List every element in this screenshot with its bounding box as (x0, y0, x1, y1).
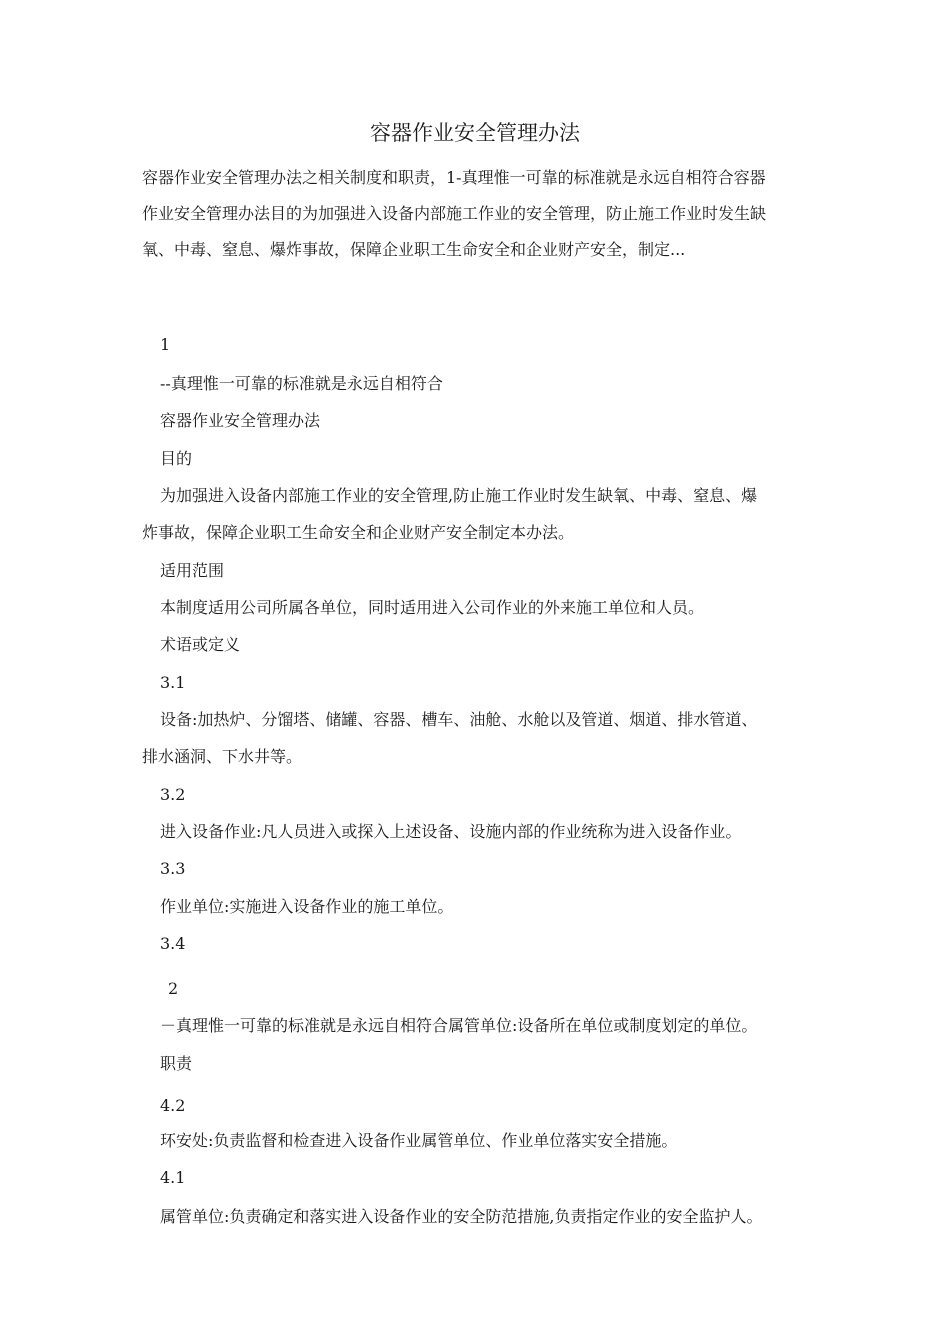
paragraph-line: 作业单位:实施进入设备作业的施工单位。 (160, 897, 454, 916)
page-number: 1 (160, 335, 171, 354)
paragraph-line: 环安处:负责监督和检查进入设备作业属管单位、作业单位落实安全措施。 (160, 1131, 678, 1150)
intro-line: 容器作业安全管理办法之相关制度和职责，1-真理惟一可靠的标准就是永远自相符合容器 (142, 168, 766, 187)
paragraph-line: 炸事故，保障企业职工生命安全和企业财产安全制定本办法。 (142, 523, 575, 542)
clause-number: 3.1 (160, 673, 186, 692)
clause-number: 3.2 (160, 785, 186, 804)
document-title: 容器作业安全管理办法 (370, 121, 580, 145)
clause-number: 3.3 (160, 859, 186, 878)
header-quote: --真理惟一可靠的标准就是永远自相符合 (160, 374, 443, 393)
paragraph-line: 属管单位:负责确定和落实进入设备作业的安全防范措施,负责指定作业的安全监护人。 (160, 1207, 763, 1226)
paragraph-line: 本制度适用公司所属各单位，同时适用进入公司作业的外来施工单位和人员。 (160, 598, 705, 617)
heading-duties: 职责 (160, 1054, 193, 1073)
paragraph-line: 进入设备作业:凡人员进入或探入上述设备、设施内部的作业统称为进入设备作业。 (160, 822, 742, 841)
heading-purpose: 目的 (160, 449, 193, 468)
paragraph-line: －真理惟一可靠的标准就是永远自相符合属管单位:设备所在单位或制度划定的单位。 (160, 1016, 758, 1035)
page-number: 2 (168, 979, 179, 998)
clause-number: 3.4 (160, 934, 186, 953)
paragraph-line: 为加强进入设备内部施工作业的安全管理,防止施工作业时发生缺氧、中毒、窒息、爆 (160, 486, 758, 505)
heading-terms: 术语或定义 (160, 635, 241, 654)
clause-number: 4.2 (160, 1096, 186, 1115)
paragraph-line: 设备:加热炉、分馏塔、储罐、容器、槽车、油舱、水舱以及管道、烟道、排水管道、 (160, 710, 758, 729)
intro-line: 氧、中毒、窒息、爆炸事故，保障企业职工生命安全和企业财产安全，制定... (142, 240, 686, 259)
intro-line: 作业安全管理办法目的为加强进入设备内部施工作业的安全管理，防止施工作业时发生缺 (142, 204, 767, 223)
section-subtitle: 容器作业安全管理办法 (160, 411, 321, 430)
heading-scope: 适用范围 (160, 561, 225, 580)
paragraph-line: 排水涵洞、下水井等。 (142, 747, 303, 766)
clause-number: 4.1 (160, 1168, 186, 1187)
